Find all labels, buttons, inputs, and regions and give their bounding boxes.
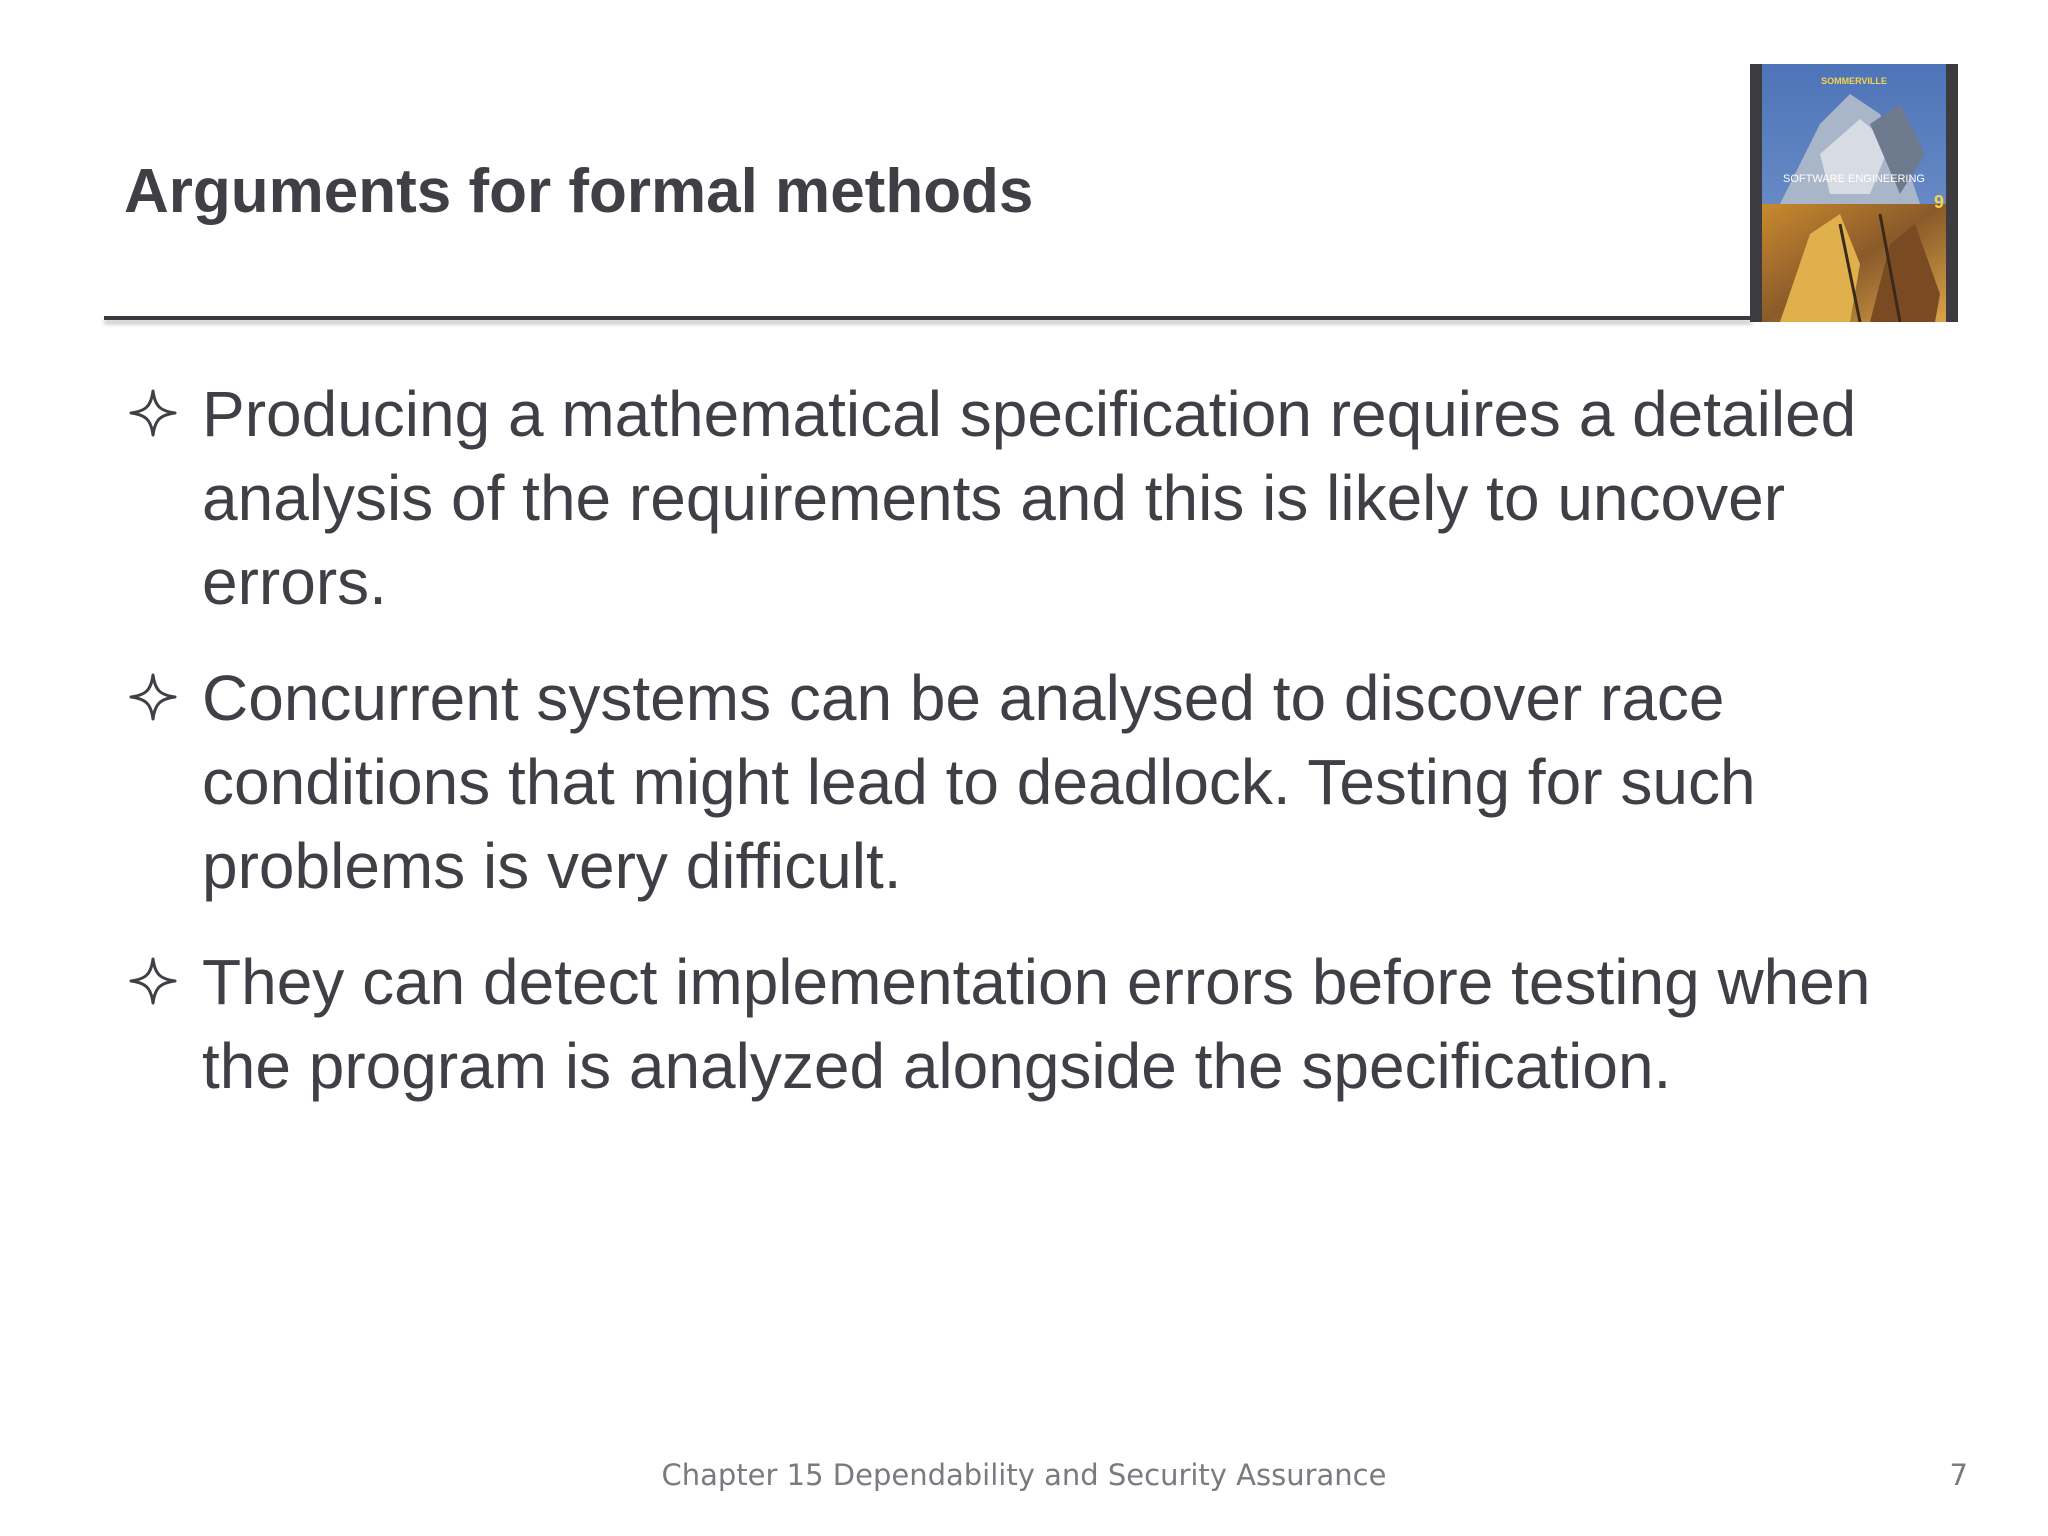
- bullet-text: Producing a mathematical specification requires a detailed analysis of the requirements and this is likely to uncover errors.: [202, 378, 1857, 618]
- slide-footer: Chapter 15 Dependability and Security Assurance: [661, 1458, 1387, 1492]
- bullet-item: [124, 940, 1924, 1108]
- bullet-list: [124, 372, 1924, 1140]
- bullet-item: [124, 656, 1924, 908]
- book-title-text: SOFTWARE ENGINEERING: [1783, 173, 1925, 185]
- four-point-star-outline-icon: [128, 956, 178, 1006]
- bullet-item: [124, 372, 1924, 624]
- book-cover-image: [1750, 64, 1958, 322]
- four-point-star-outline-icon: [128, 388, 178, 438]
- book-edition-text: 9: [1933, 192, 1944, 212]
- bullet-text: They can detect implementation errors before testing when the program is analyzed alongside the specification.: [202, 946, 1871, 1102]
- four-point-star-outline-icon: [128, 672, 178, 722]
- book-author-text: SOMMERVILLE: [1821, 76, 1887, 86]
- title-divider: [104, 316, 1752, 320]
- page-number: 7: [1949, 1458, 1968, 1492]
- bullet-text: Concurrent systems can be analysed to discover race conditions that might lead to deadlock. Testing for such problems is very difficult.: [202, 662, 1756, 902]
- slide-title: Arguments for formal methods: [124, 157, 1034, 226]
